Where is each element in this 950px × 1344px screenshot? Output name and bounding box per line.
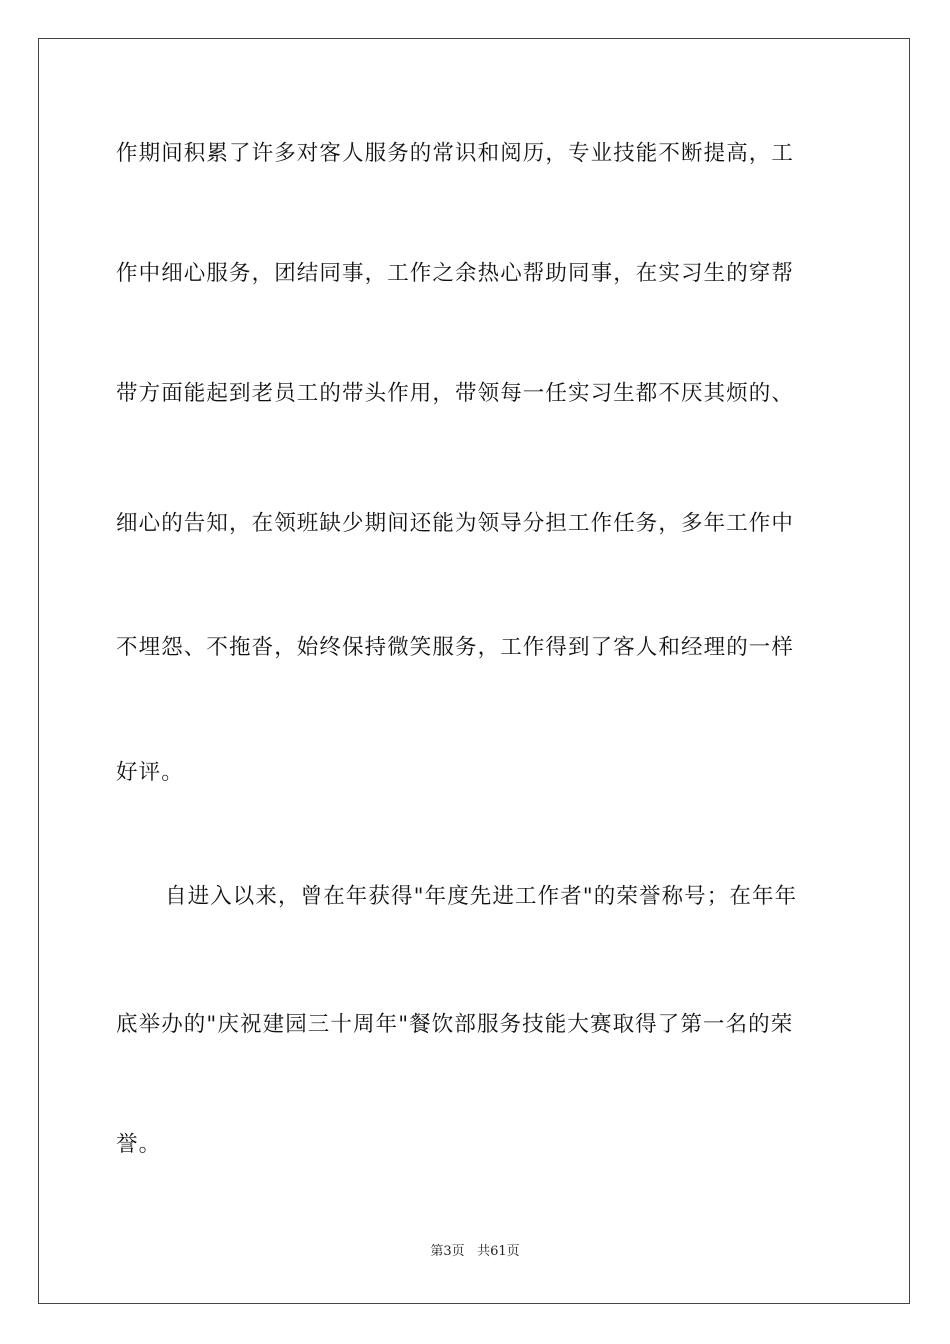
paragraph-line: 底举办的"庆祝建园三十周年"餐饮部服务技能大赛取得了第一名的荣 <box>116 1012 794 1037</box>
paragraph-line: 好评。 <box>116 760 184 785</box>
paragraph-line: 带方面能起到老员工的带头作用，带领每一任实习生都不厌其烦的、 <box>116 381 795 406</box>
paragraph-line: 作中细心服务，团结同事，工作之余热心帮助同事，在实习生的穿帮 <box>116 261 795 286</box>
page-total: 共61页 <box>477 1244 520 1259</box>
paragraph-line: 细心的告知，在领班缺少期间还能为领导分担工作任务，多年工作中 <box>116 511 795 536</box>
page-border <box>38 38 910 1304</box>
paragraph-line: 自进入以来，曾在年获得"年度先进工作者"的荣誉称号；在年年 <box>165 884 798 909</box>
paragraph-line: 作期间积累了许多对客人服务的常识和阅历，专业技能不断提高，工 <box>116 141 795 166</box>
page-number: 第3页 <box>430 1244 465 1259</box>
paragraph-line: 不埋怨、不拖沓，始终保持微笑服务，工作得到了客人和经理的一样 <box>116 635 795 660</box>
paragraph-line: 誉。 <box>116 1132 162 1157</box>
page-footer <box>0 1244 950 1260</box>
